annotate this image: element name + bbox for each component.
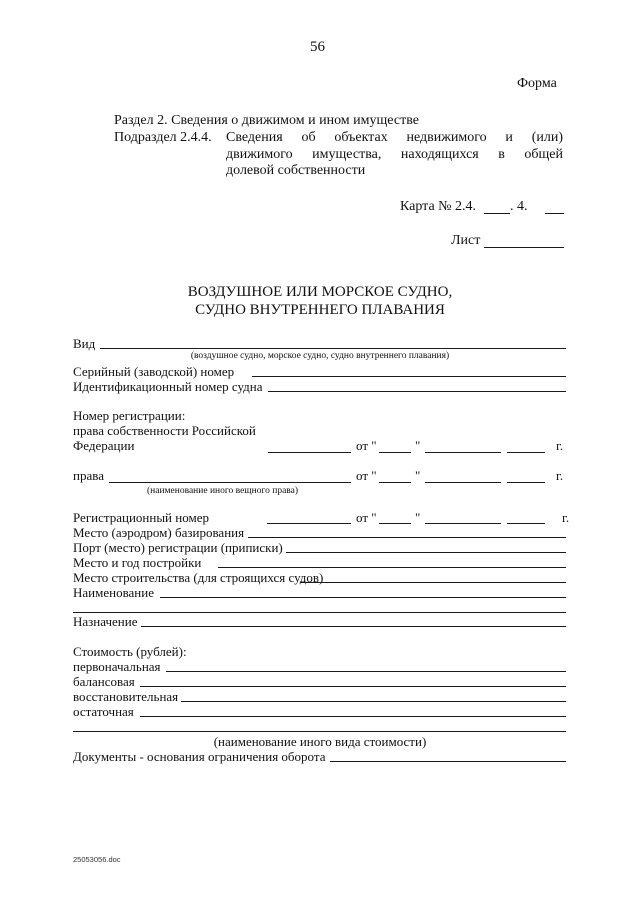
other-right-year-field[interactable] — [507, 482, 545, 483]
card-number-blank-1[interactable] — [484, 213, 510, 214]
kind-label: Вид — [73, 336, 96, 351]
ident-field[interactable] — [268, 391, 566, 392]
rf-right-month-field[interactable] — [425, 452, 501, 453]
ident-label: Идентификационный номер судна — [73, 379, 263, 394]
subsection-line-3: долевой собственности — [226, 163, 366, 178]
subsection-line-1: Сведения об объектах недвижимого и (или) — [226, 130, 563, 145]
built-label: Место и год постройки — [73, 555, 202, 570]
sheet-label: Лист — [451, 233, 481, 248]
name-field-line-2[interactable] — [73, 612, 566, 613]
base-label: Место (аэродром) базирования — [73, 525, 245, 540]
cost-balance-label: балансовая — [73, 674, 135, 689]
name-field[interactable] — [160, 597, 566, 598]
section-title: Раздел 2. Сведения о движимом и ином имуществе — [114, 113, 419, 128]
form-label: Форма — [517, 76, 557, 91]
reg-number-label: Регистрационный номер — [73, 510, 209, 525]
other-right-label: права — [73, 468, 104, 483]
cost-restore-field[interactable] — [181, 701, 566, 702]
cost-heading: Стоимость (рублей): — [73, 644, 187, 659]
other-right-month-field[interactable] — [425, 482, 501, 483]
reg-number-year-field[interactable] — [507, 523, 545, 524]
serial-label: Серийный (заводской) номер — [73, 364, 235, 379]
built-field[interactable] — [218, 567, 566, 568]
cost-balance-field[interactable] — [140, 686, 566, 687]
reg-number-from: от " — [356, 510, 377, 525]
rf-right-number-field[interactable] — [268, 452, 351, 453]
file-name: 25053056.doc — [73, 855, 121, 864]
sheet-blank[interactable] — [484, 247, 564, 248]
page-number: 56 — [310, 39, 325, 55]
form-title-line-1: ВОЗДУШНОЕ ИЛИ МОРСКОЕ СУДНО, — [187, 284, 453, 300]
cost-restore-label: восстановительная — [73, 689, 179, 704]
other-right-field[interactable] — [109, 482, 351, 483]
reg-number-field[interactable] — [267, 523, 351, 524]
other-right-year-suffix: г. — [556, 468, 564, 483]
cost-residual-field[interactable] — [140, 716, 566, 717]
card-number-blank-2[interactable] — [545, 213, 564, 214]
other-right-caption: (наименование иного вещного права) — [147, 486, 299, 496]
rf-right-from: от " — [356, 438, 377, 453]
cost-initial-label: первоначальная — [73, 659, 161, 674]
rf-right-quote: " — [415, 438, 421, 453]
base-field[interactable] — [248, 537, 566, 538]
documents-field[interactable] — [330, 761, 566, 762]
rf-right-line-2: Федерации — [73, 438, 135, 453]
kind-caption: (воздушное судно, морское судно, судно внутреннего плавания) — [190, 351, 450, 361]
reg-heading: Номер регистрации: — [73, 408, 186, 423]
name-label: Наименование — [73, 585, 154, 600]
other-right-quote: " — [415, 468, 421, 483]
rf-right-line-1: права собственности Российской — [73, 423, 256, 438]
reg-number-day-field[interactable] — [379, 523, 411, 524]
rf-right-day-field[interactable] — [379, 452, 411, 453]
reg-number-year-suffix: г. — [562, 510, 570, 525]
reg-number-month-field[interactable] — [425, 523, 501, 524]
port-label: Порт (место) регистрации (приписки) — [73, 540, 283, 555]
card-number-prefix: Карта № 2.4. — [400, 199, 477, 214]
subsection-label: Подраздел 2.4.4. — [114, 130, 212, 145]
reg-number-quote: " — [415, 510, 421, 525]
construction-field[interactable] — [300, 582, 566, 583]
documents-label: Документы - основания ограничения оборота — [73, 749, 326, 764]
rf-right-year-field[interactable] — [507, 452, 545, 453]
serial-field[interactable] — [252, 376, 566, 377]
purpose-field[interactable] — [141, 626, 566, 627]
purpose-label: Назначение — [73, 614, 138, 629]
form-title-line-2: СУДНО ВНУТРЕННЕГО ПЛАВАНИЯ — [195, 302, 445, 318]
card-number-middle: . 4. — [510, 199, 528, 214]
port-field[interactable] — [286, 552, 566, 553]
cost-other-caption: (наименование иного вида стоимости) — [213, 734, 427, 749]
cost-residual-label: остаточная — [73, 704, 134, 719]
kind-field[interactable] — [100, 348, 566, 349]
rf-right-year-suffix: г. — [556, 438, 564, 453]
subsection-line-2: движимого имущества, находящихся в общей — [226, 147, 563, 162]
cost-other-field[interactable] — [73, 731, 566, 732]
construction-label: Место строительства (для строящихся судов) — [73, 570, 324, 585]
other-right-from: от " — [356, 468, 377, 483]
other-right-day-field[interactable] — [379, 482, 411, 483]
cost-initial-field[interactable] — [166, 671, 566, 672]
